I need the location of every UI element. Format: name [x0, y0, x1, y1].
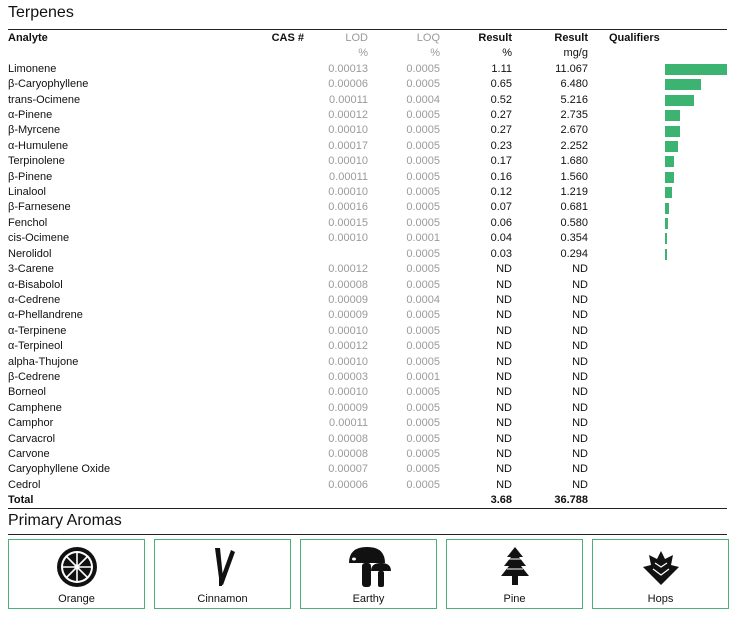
unit-result-mg: mg/g	[563, 47, 588, 60]
lod-cell: 0.00015	[328, 216, 368, 229]
result-mg-cell: ND	[572, 278, 588, 291]
aroma-label: Orange	[58, 593, 95, 605]
table-row	[8, 93, 727, 108]
lod-cell: 0.00008	[328, 447, 368, 460]
loq-cell: 0.0004	[406, 93, 440, 106]
result-pct-cell: ND	[496, 401, 512, 414]
result-pct-cell: ND	[496, 293, 512, 306]
col-result-mg: Result	[554, 32, 588, 44]
cas-cell	[208, 200, 304, 215]
loq-cell: 0.0001	[406, 232, 440, 245]
cas-cell	[208, 339, 304, 354]
table-row	[8, 339, 727, 354]
table-row	[8, 478, 727, 493]
loq-cell: 0.0005	[406, 201, 440, 214]
unit-lod: %	[358, 47, 368, 60]
result-mg-cell: 11.067	[555, 62, 588, 75]
result-mg-cell: 5.216	[560, 93, 588, 106]
qualifier-cell	[588, 77, 727, 92]
qualifier-cell	[588, 308, 727, 323]
qualifier-bar	[665, 95, 694, 106]
col-loq: LOQ	[416, 32, 440, 44]
loq-cell: 0.0005	[406, 417, 440, 430]
result-pct-cell: 0.12	[490, 186, 512, 199]
result-pct-cell: 0.27	[490, 124, 512, 137]
loq-cell: 0.0005	[406, 139, 440, 152]
aroma-card-pine	[446, 539, 583, 609]
terpenes-table	[8, 31, 727, 509]
loq-cell: 0.0005	[406, 478, 440, 491]
cas-cell	[208, 370, 304, 385]
analyte-cell: Nerolidol	[8, 247, 52, 260]
unit-loq: %	[430, 47, 440, 60]
cas-cell	[208, 231, 304, 246]
analyte-cell: β-Cedrene	[8, 370, 61, 383]
lod-cell: 0.00012	[328, 263, 368, 276]
result-pct-cell: ND	[496, 478, 512, 491]
cas-cell	[208, 308, 304, 323]
cas-cell	[208, 432, 304, 447]
aromas-row	[8, 539, 729, 609]
analyte-cell: Limonene	[8, 62, 57, 75]
qualifier-cell	[588, 339, 727, 354]
result-pct-cell: ND	[496, 309, 512, 322]
loq-cell: 0.0005	[406, 170, 440, 183]
result-pct-cell: ND	[496, 432, 512, 445]
qualifier-cell	[588, 262, 727, 277]
lod-cell: 0.00010	[328, 386, 368, 399]
analyte-cell: β-Pinene	[8, 170, 53, 183]
analyte-cell: Caryophyllene Oxide	[8, 463, 111, 476]
lod-cell: 0.00009	[328, 401, 368, 414]
result-mg-cell: 0.580	[560, 216, 588, 229]
result-mg-cell: ND	[572, 370, 588, 383]
loq-cell: 0.0005	[406, 186, 440, 199]
table-row	[8, 231, 727, 246]
cas-cell	[208, 62, 304, 77]
result-mg-cell: 2.252	[560, 139, 588, 152]
result-pct-cell: ND	[496, 447, 512, 460]
total-label: Total	[8, 494, 34, 507]
qualifier-cell	[588, 200, 727, 215]
result-mg-cell: ND	[572, 463, 588, 476]
analyte-cell: Borneol	[8, 386, 46, 399]
aroma-label: Cinnamon	[197, 593, 248, 605]
cas-cell	[208, 401, 304, 416]
cas-cell	[208, 139, 304, 154]
table-header-row	[8, 31, 727, 46]
result-mg-cell: ND	[572, 432, 588, 445]
cas-cell	[208, 262, 304, 277]
lod-cell: 0.00007	[328, 463, 368, 476]
table-row	[8, 278, 727, 293]
table-row	[8, 462, 727, 477]
aroma-card-hops	[592, 539, 729, 609]
table-row	[8, 370, 727, 385]
result-pct-cell: ND	[496, 278, 512, 291]
aroma-label: Pine	[503, 593, 526, 605]
total-divider	[8, 508, 727, 509]
qualifier-cell	[588, 154, 727, 169]
result-mg-cell: ND	[572, 340, 588, 353]
loq-cell: 0.0005	[406, 324, 440, 337]
lod-cell: 0.00016	[328, 201, 368, 214]
loq-cell: 0.0005	[406, 263, 440, 276]
qualifier-cell	[588, 432, 727, 447]
result-pct-cell: 0.07	[490, 201, 512, 214]
qualifier-bar	[665, 64, 727, 75]
table-row	[8, 262, 727, 277]
qualifier-cell	[588, 401, 727, 416]
cas-cell	[208, 108, 304, 123]
loq-cell: 0.0005	[406, 109, 440, 122]
analyte-cell: β-Myrcene	[8, 124, 61, 137]
qualifier-cell	[588, 478, 727, 493]
result-pct-cell: ND	[496, 463, 512, 476]
cas-cell	[208, 416, 304, 431]
units-row	[8, 46, 727, 61]
result-pct-cell: 0.04	[490, 232, 512, 245]
table-row	[8, 416, 727, 431]
result-mg-cell: ND	[572, 309, 588, 322]
total-pct: 3.68	[490, 494, 512, 507]
table-row	[8, 185, 727, 200]
cas-cell	[208, 324, 304, 339]
result-pct-cell: 0.06	[490, 216, 512, 229]
result-mg-cell: ND	[572, 293, 588, 306]
analyte-cell: alpha-Thujone	[8, 355, 79, 368]
lod-cell: 0.00011	[329, 170, 368, 183]
qualifier-bar	[665, 126, 680, 137]
result-pct-cell: ND	[496, 370, 512, 383]
aroma-card-earthy	[300, 539, 437, 609]
qualifier-cell	[588, 324, 727, 339]
analyte-cell: Carvacrol	[8, 432, 56, 445]
cas-cell	[208, 447, 304, 462]
loq-cell: 0.0005	[406, 247, 440, 260]
cas-cell	[208, 93, 304, 108]
loq-cell: 0.0005	[406, 216, 440, 229]
result-mg-cell: 0.354	[560, 232, 588, 245]
loq-cell: 0.0005	[406, 62, 440, 75]
analyte-cell: Camphor	[8, 417, 54, 430]
lod-cell: 0.00017	[328, 139, 368, 152]
table-row	[8, 216, 727, 231]
table-row	[8, 108, 727, 123]
result-mg-cell: 1.219	[560, 186, 588, 199]
result-mg-cell: ND	[572, 355, 588, 368]
cas-cell	[208, 247, 304, 262]
qualifier-cell	[588, 293, 727, 308]
table-row	[8, 308, 727, 323]
result-mg-cell: ND	[572, 386, 588, 399]
lod-cell: 0.00010	[328, 355, 368, 368]
result-pct-cell: 0.65	[490, 78, 512, 91]
result-pct-cell: 0.52	[490, 93, 512, 106]
table-row	[8, 200, 727, 215]
result-mg-cell: ND	[572, 263, 588, 276]
result-mg-cell: 0.681	[560, 201, 588, 214]
table-row	[8, 355, 727, 370]
qualifier-cell	[588, 185, 727, 200]
qualifier-bar	[665, 249, 667, 260]
aroma-card-cinnamon	[154, 539, 291, 609]
qualifier-cell	[588, 216, 727, 231]
loq-cell: 0.0005	[406, 386, 440, 399]
loq-cell: 0.0005	[406, 278, 440, 291]
total-row	[8, 493, 727, 508]
lod-cell: 0.00012	[328, 340, 368, 353]
loq-cell: 0.0005	[406, 155, 440, 168]
result-pct-cell: ND	[496, 263, 512, 276]
lod-cell: 0.00011	[329, 93, 368, 106]
cas-cell	[208, 278, 304, 293]
col-cas: CAS #	[271, 32, 304, 44]
lod-cell: 0.00006	[328, 78, 368, 91]
cas-cell	[208, 462, 304, 477]
cas-cell	[208, 154, 304, 169]
aromas-title: Primary Aromas	[8, 512, 122, 529]
analyte-cell: cis-Ocimene	[8, 232, 70, 245]
lod-cell: 0.00011	[329, 417, 368, 430]
lod-cell: 0.00010	[328, 155, 368, 168]
cas-cell	[208, 293, 304, 308]
cas-cell	[208, 216, 304, 231]
result-pct-cell: 0.17	[490, 155, 512, 168]
analyte-cell: Terpinolene	[8, 155, 65, 168]
qualifier-cell	[588, 355, 727, 370]
col-lod: LOD	[345, 32, 368, 44]
analyte-cell: α-Phellandrene	[8, 309, 83, 322]
cas-cell	[208, 123, 304, 138]
analyte-cell: Cedrol	[8, 478, 41, 491]
lod-cell: 0.00010	[328, 324, 368, 337]
result-pct-cell: 0.03	[490, 247, 512, 260]
result-mg-cell: ND	[572, 478, 588, 491]
analyte-cell: α-Bisabolol	[8, 278, 63, 291]
loq-cell: 0.0005	[406, 447, 440, 460]
table-row	[8, 432, 727, 447]
cas-cell	[208, 355, 304, 370]
qualifier-bar	[665, 141, 678, 152]
analyte-cell: Camphene	[8, 401, 62, 414]
qualifier-bar	[665, 156, 674, 167]
result-pct-cell: 0.27	[490, 109, 512, 122]
table-row	[8, 77, 727, 92]
result-mg-cell: 1.680	[560, 155, 588, 168]
lod-cell: 0.00008	[328, 278, 368, 291]
analyte-cell: Carvone	[8, 447, 50, 460]
result-pct-cell: ND	[496, 386, 512, 399]
lod-cell: 0.00006	[328, 478, 368, 491]
result-mg-cell: 1.560	[560, 170, 588, 183]
col-analyte: Analyte	[8, 32, 48, 44]
qualifier-cell	[588, 123, 727, 138]
table-row	[8, 139, 727, 154]
total-mg: 36.788	[554, 494, 588, 507]
result-pct-cell: ND	[496, 340, 512, 353]
lod-cell: 0.00010	[328, 124, 368, 137]
table-row	[8, 385, 727, 400]
qualifier-cell	[588, 170, 727, 185]
result-mg-cell: ND	[572, 401, 588, 414]
lod-cell: 0.00010	[328, 186, 368, 199]
result-pct-cell: 1.11	[491, 62, 512, 75]
table-row	[8, 293, 727, 308]
result-pct-cell: ND	[496, 355, 512, 368]
result-mg-cell: ND	[572, 324, 588, 337]
table-row	[8, 324, 727, 339]
result-mg-cell: ND	[572, 417, 588, 430]
loq-cell: 0.0005	[406, 124, 440, 137]
qualifier-cell	[588, 462, 727, 477]
qualifier-cell	[588, 93, 727, 108]
result-pct-cell: ND	[496, 324, 512, 337]
analyte-cell: 3-Carene	[8, 263, 54, 276]
header-divider	[8, 29, 727, 30]
table-row	[8, 62, 727, 77]
table-row	[8, 447, 727, 462]
loq-cell: 0.0005	[406, 340, 440, 353]
analyte-cell: α-Terpinene	[8, 324, 67, 337]
result-pct-cell: 0.23	[490, 139, 512, 152]
qualifier-bar	[665, 203, 669, 214]
table-row	[8, 401, 727, 416]
lod-cell: 0.00009	[328, 293, 368, 306]
qualifier-cell	[588, 278, 727, 293]
qualifier-cell	[588, 385, 727, 400]
qualifier-bar	[665, 187, 672, 198]
terpenes-title: Terpenes	[8, 4, 74, 21]
qualifier-cell	[588, 139, 727, 154]
lod-cell: 0.00009	[328, 309, 368, 322]
table-row	[8, 154, 727, 169]
qualifier-cell	[588, 416, 727, 431]
result-mg-cell: 0.294	[560, 247, 588, 260]
qualifier-bar	[665, 110, 680, 121]
loq-cell: 0.0005	[406, 78, 440, 91]
result-mg-cell: 6.480	[560, 78, 588, 91]
analyte-cell: α-Pinene	[8, 109, 53, 122]
result-pct-cell: ND	[496, 417, 512, 430]
cas-cell	[208, 185, 304, 200]
lod-cell	[304, 247, 368, 262]
result-mg-cell: 2.670	[560, 124, 588, 137]
loq-cell: 0.0005	[406, 432, 440, 445]
qualifier-cell	[588, 247, 727, 262]
table-row	[8, 123, 727, 138]
qualifier-bar	[665, 233, 667, 244]
analyte-cell: Fenchol	[8, 216, 48, 229]
qualifier-cell	[588, 108, 727, 123]
col-qualifiers: Qualifiers	[609, 32, 660, 44]
loq-cell: 0.0004	[406, 293, 440, 306]
table-row	[8, 247, 727, 262]
aroma-card-orange	[8, 539, 145, 609]
analyte-cell: α-Humulene	[8, 139, 69, 152]
qualifier-cell	[588, 370, 727, 385]
analyte-cell: α-Terpineol	[8, 340, 63, 353]
qualifier-bar	[665, 172, 674, 183]
analyte-cell: trans-Ocimene	[8, 93, 81, 106]
lod-cell: 0.00013	[328, 62, 368, 75]
qualifier-cell	[588, 447, 727, 462]
loq-cell: 0.0005	[406, 463, 440, 476]
analyte-cell: Linalool	[8, 186, 46, 199]
table-row	[8, 170, 727, 185]
loq-cell: 0.0005	[406, 401, 440, 414]
lod-cell: 0.00012	[328, 109, 368, 122]
lod-cell: 0.00010	[328, 232, 368, 245]
lod-cell: 0.00003	[328, 370, 368, 383]
qualifier-bar	[665, 79, 701, 90]
cas-cell	[208, 478, 304, 493]
aroma-label: Earthy	[352, 593, 385, 605]
result-mg-cell: 2.735	[560, 109, 588, 122]
cas-cell	[208, 77, 304, 92]
loq-cell: 0.0001	[406, 370, 440, 383]
loq-cell: 0.0005	[406, 309, 440, 322]
qualifier-bar	[665, 218, 668, 229]
cas-cell	[208, 170, 304, 185]
loq-cell: 0.0005	[406, 355, 440, 368]
result-mg-cell: ND	[572, 447, 588, 460]
analyte-cell: β-Farnesene	[8, 201, 71, 214]
aromas-divider	[8, 534, 727, 535]
cas-cell	[208, 385, 304, 400]
lod-cell: 0.00008	[328, 432, 368, 445]
aroma-label: Hops	[647, 593, 674, 605]
col-result-pct: Result	[478, 32, 512, 44]
analyte-cell: α-Cedrene	[8, 293, 61, 306]
unit-result-pct: %	[502, 47, 512, 60]
qualifier-cell	[588, 231, 727, 246]
result-pct-cell: 0.16	[490, 170, 512, 183]
analyte-cell: β-Caryophyllene	[8, 78, 89, 91]
